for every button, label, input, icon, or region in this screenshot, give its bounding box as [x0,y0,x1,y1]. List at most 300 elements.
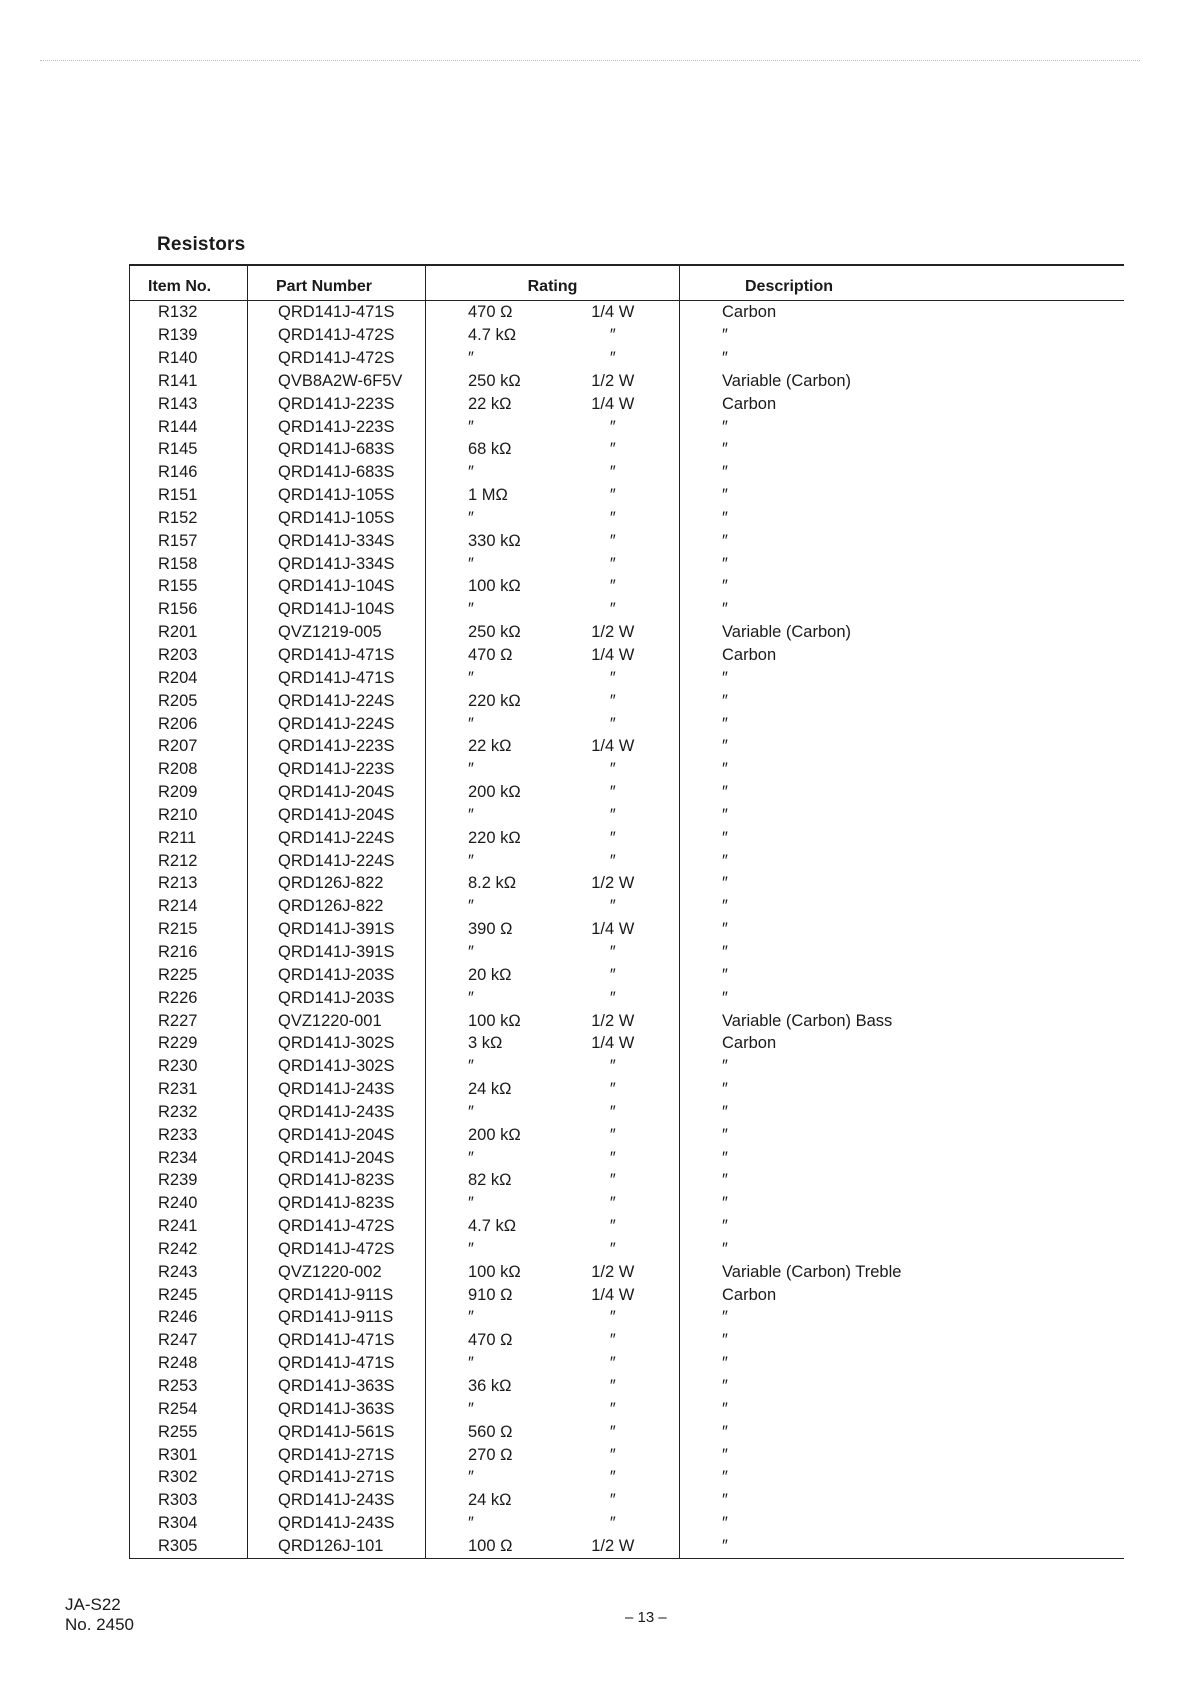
table-row [130,1329,1124,1352]
rating-value-cell: ″ [426,1238,559,1261]
rating-watt-cell: 1/4 W [591,920,635,939]
description-cell: ″ [680,964,1124,987]
rating-watt-cell: ″ [609,1308,616,1327]
part-number-cell: QRD141J-363S [248,1398,426,1421]
rating-value-cell: 100 kΩ [426,1261,559,1284]
description-cell: ″ [680,484,1124,507]
table-row [130,598,1124,621]
table-row [130,667,1124,690]
part-number-cell: QRD141J-472S [248,324,426,347]
rating-watt-cell: ″ [609,600,616,619]
item-no-cell: R233 [130,1124,248,1147]
rating-watt-cell: ″ [609,440,616,459]
part-number-cell: QRD141J-471S [248,1329,426,1352]
part-number-cell: QRD141J-204S [248,1124,426,1147]
item-no-cell: R230 [130,1055,248,1078]
table-row [130,1169,1124,1192]
rating-watt-cell: ″ [609,965,616,984]
rating-value-cell: 24 kΩ [426,1078,559,1101]
rating-watt-cell: ″ [609,1331,616,1350]
item-no-cell: R146 [130,461,248,484]
table-row [130,827,1124,850]
rating-watt-cell: ″ [609,577,616,596]
rating-value-cell: 22 kΩ [426,393,559,416]
item-no-cell: R206 [130,712,248,735]
item-no-cell: R209 [130,781,248,804]
part-number-cell: QRD141J-224S [248,827,426,850]
description-cell: ″ [680,1352,1124,1375]
rating-value-cell: ″ [426,1192,559,1215]
description-cell: ″ [680,1192,1124,1215]
rating-value-cell: ″ [426,941,559,964]
table-row [130,347,1124,370]
table-row [130,1375,1124,1398]
header-item-no: Item No. [130,265,248,301]
table-row [130,1124,1124,1147]
part-number-cell: QRD141J-224S [248,712,426,735]
item-no-cell: R203 [130,644,248,667]
rating-watt-cell: ″ [609,1057,616,1076]
rating-watt-cell: ″ [609,942,616,961]
rating-watt-cell: ″ [609,828,616,847]
rating-value-cell: ″ [426,804,559,827]
rating-watt-cell: ″ [609,463,616,482]
table-row [130,1055,1124,1078]
part-number-cell: QRD141J-104S [248,575,426,598]
part-number-cell: QRD141J-683S [248,461,426,484]
item-no-cell: R158 [130,552,248,575]
item-no-cell: R145 [130,438,248,461]
item-no-cell: R144 [130,415,248,438]
description-cell: ″ [680,1535,1124,1559]
table-row [130,918,1124,941]
rating-value-cell: 24 kΩ [426,1489,559,1512]
part-number-cell: QRD141J-104S [248,598,426,621]
table-row [130,461,1124,484]
description-cell: ″ [680,1398,1124,1421]
table-row [130,644,1124,667]
part-number-cell: QRD141J-302S [248,1055,426,1078]
description-cell: ″ [680,918,1124,941]
table-row [130,1009,1124,1032]
part-number-cell: QVZ1220-002 [248,1261,426,1284]
item-no-cell: R242 [130,1238,248,1261]
part-number-cell: QRD141J-203S [248,964,426,987]
item-no-cell: R303 [130,1489,248,1512]
description-cell: ″ [680,667,1124,690]
rating-value-cell: ″ [426,598,559,621]
rating-value-cell: ″ [426,1398,559,1421]
item-no-cell: R229 [130,1032,248,1055]
item-no-cell: R248 [130,1352,248,1375]
item-no-cell: R210 [130,804,248,827]
rating-value-cell: 470 Ω [426,644,559,667]
part-number-cell: QRD141J-471S [248,301,426,325]
description-cell: ″ [680,1375,1124,1398]
rating-watt-cell: 1/2 W [591,874,635,893]
part-number-cell: QRD141J-911S [248,1306,426,1329]
rating-watt-cell: ″ [609,1422,616,1441]
item-no-cell: R207 [130,735,248,758]
rating-watt-cell: 1/4 W [591,394,635,413]
rating-value-cell: ″ [426,712,559,735]
part-number-cell: QRD141J-204S [248,804,426,827]
description-cell: ″ [680,941,1124,964]
table-row [130,324,1124,347]
item-no-cell: R214 [130,895,248,918]
table-row [130,507,1124,530]
description-cell: ″ [680,1512,1124,1535]
description-cell: ″ [680,827,1124,850]
part-number-cell: QRD141J-302S [248,1032,426,1055]
part-number-cell: QRD141J-271S [248,1466,426,1489]
table-row [130,1352,1124,1375]
part-number-cell: QVB8A2W-6F5V [248,370,426,393]
rating-watt-cell: ″ [609,1125,616,1144]
part-number-cell: QRD141J-224S [248,849,426,872]
rating-value-cell: 200 kΩ [426,781,559,804]
rating-watt-cell: ″ [609,897,616,916]
description-cell: ″ [680,735,1124,758]
scan-artifact-dots [40,60,1140,63]
item-no-cell: R208 [130,758,248,781]
description-cell: Carbon [680,1283,1124,1306]
description-cell: ″ [680,1124,1124,1147]
item-no-cell: R157 [130,530,248,553]
description-cell: ″ [680,347,1124,370]
rating-value-cell: 22 kΩ [426,735,559,758]
description-cell: ″ [680,461,1124,484]
table-row [130,1512,1124,1535]
part-number-cell: QRD141J-823S [248,1169,426,1192]
part-number-cell: QRD141J-105S [248,484,426,507]
rating-value-cell: 390 Ω [426,918,559,941]
table-row [130,1535,1124,1559]
description-cell: ″ [680,324,1124,347]
table-row [130,1306,1124,1329]
part-number-cell: QRD141J-271S [248,1443,426,1466]
rating-watt-cell: ″ [609,1354,616,1373]
rating-watt-cell: 1/4 W [591,303,635,322]
rating-value-cell: ″ [426,347,559,370]
table-row [130,370,1124,393]
item-no-cell: R234 [130,1146,248,1169]
part-number-cell: QVZ1220-001 [248,1009,426,1032]
item-no-cell: R140 [130,347,248,370]
table-row [130,1032,1124,1055]
rating-watt-cell: ″ [609,554,616,573]
item-no-cell: R304 [130,1512,248,1535]
description-cell: ″ [680,1146,1124,1169]
item-no-cell: R152 [130,507,248,530]
rating-watt-cell: ″ [609,1217,616,1236]
rating-watt-cell: ″ [609,1377,616,1396]
rating-watt-cell: ″ [609,805,616,824]
rating-watt-cell: ″ [609,531,616,550]
part-number-cell: QRD141J-561S [248,1421,426,1444]
item-no-cell: R301 [130,1443,248,1466]
rating-watt-cell: ″ [609,851,616,870]
rating-value-cell: ″ [426,1512,559,1535]
part-number-cell: QRD141J-243S [248,1489,426,1512]
rating-value-cell: 100 kΩ [426,575,559,598]
item-no-cell: R156 [130,598,248,621]
table-row [130,1466,1124,1489]
rating-watt-cell: ″ [609,1468,616,1487]
description-cell: ″ [680,1055,1124,1078]
description-cell: ″ [680,1421,1124,1444]
part-number-cell: QRD141J-334S [248,552,426,575]
rating-watt-cell: ″ [609,783,616,802]
rating-value-cell: ″ [426,552,559,575]
table-row [130,1421,1124,1444]
description-cell: ″ [680,781,1124,804]
item-no-cell: R239 [130,1169,248,1192]
table-row [130,438,1124,461]
model-code: JA-S22 [65,1595,121,1614]
rating-watt-cell: 1/2 W [591,1262,635,1281]
rating-value-cell: ″ [426,1352,559,1375]
part-number-cell: QRD141J-472S [248,347,426,370]
rating-watt-cell: 1/2 W [591,371,635,390]
item-no-cell: R255 [130,1421,248,1444]
table-row [130,1489,1124,1512]
rating-value-cell: 36 kΩ [426,1375,559,1398]
table-row [130,964,1124,987]
rating-watt-cell: ″ [609,714,616,733]
description-cell: ″ [680,1329,1124,1352]
footer-model [65,1595,134,1635]
description-cell: ″ [680,804,1124,827]
part-number-cell: QRD141J-203S [248,987,426,1010]
description-cell: ″ [680,1101,1124,1124]
table-row [130,393,1124,416]
table-body [130,301,1124,1559]
part-number-cell: QRD141J-471S [248,1352,426,1375]
description-cell: ″ [680,849,1124,872]
rating-watt-cell: ″ [609,1399,616,1418]
table-header-row [130,265,1124,301]
rating-value-cell: 20 kΩ [426,964,559,987]
item-no-cell: R151 [130,484,248,507]
rating-watt-cell: ″ [609,1491,616,1510]
rating-value-cell: 82 kΩ [426,1169,559,1192]
rating-watt-cell: ″ [609,1102,616,1121]
description-cell: ″ [680,1169,1124,1192]
part-number-cell: QRD141J-472S [248,1238,426,1261]
item-no-cell: R241 [130,1215,248,1238]
part-number-cell: QRD141J-471S [248,667,426,690]
rating-watt-cell: ″ [609,1080,616,1099]
table-row [130,1215,1124,1238]
description-cell: ″ [680,712,1124,735]
description-cell: Carbon [680,301,1124,325]
item-no-cell: R232 [130,1101,248,1124]
rating-watt-cell: ″ [609,988,616,1007]
table-row [130,552,1124,575]
rating-value-cell: ″ [426,461,559,484]
table-row [130,1443,1124,1466]
description-cell: ″ [680,530,1124,553]
table-row [130,872,1124,895]
part-number-cell: QVZ1219-005 [248,621,426,644]
description-cell: ″ [680,1489,1124,1512]
item-no-cell: R143 [130,393,248,416]
rating-value-cell: 4.7 kΩ [426,1215,559,1238]
item-no-cell: R205 [130,690,248,713]
table-row [130,1283,1124,1306]
rating-value-cell: 8.2 kΩ [426,872,559,895]
description-cell: ″ [680,598,1124,621]
description-cell: ″ [680,987,1124,1010]
description-cell: ″ [680,1078,1124,1101]
table-row [130,712,1124,735]
rating-watt-cell: 1/4 W [591,737,635,756]
rating-watt-cell: ″ [609,326,616,345]
part-number-cell: QRD141J-204S [248,781,426,804]
item-no-cell: R141 [130,370,248,393]
rating-watt-cell: ″ [609,1514,616,1533]
item-no-cell: R211 [130,827,248,850]
rating-value-cell: 270 Ω [426,1443,559,1466]
part-number-cell: QRD141J-105S [248,507,426,530]
table-row [130,415,1124,438]
rating-value-cell: ″ [426,849,559,872]
page-number: – 13 – [625,1609,667,1626]
item-no-cell: R246 [130,1306,248,1329]
description-cell: ″ [680,575,1124,598]
rating-watt-cell: 1/4 W [591,1034,635,1053]
part-number-cell: QRD126J-822 [248,872,426,895]
rating-value-cell: 68 kΩ [426,438,559,461]
description-cell: ″ [680,1215,1124,1238]
part-number-cell: QRD141J-223S [248,758,426,781]
rating-watt-cell: ″ [609,349,616,368]
part-number-cell: QRD141J-243S [248,1078,426,1101]
item-no-cell: R132 [130,301,248,325]
table-row [130,758,1124,781]
rating-watt-cell: ″ [609,1445,616,1464]
part-number-cell: QRD126J-101 [248,1535,426,1559]
item-no-cell: R216 [130,941,248,964]
rating-watt-cell: 1/2 W [559,1535,680,1559]
description-cell: ″ [680,690,1124,713]
description-cell: ″ [680,895,1124,918]
item-no-cell: R215 [130,918,248,941]
rating-value-cell: ″ [426,987,559,1010]
table-row [130,804,1124,827]
item-no-cell: R254 [130,1398,248,1421]
rating-watt-cell: ″ [609,1239,616,1258]
description-cell: ″ [680,552,1124,575]
item-no-cell: R247 [130,1329,248,1352]
rating-value-cell: ″ [426,1466,559,1489]
rating-watt-cell: ″ [609,1171,616,1190]
table-row [130,575,1124,598]
table-row [130,1146,1124,1169]
item-no-cell: R305 [130,1535,248,1559]
section-title: Resistors [157,234,246,255]
rating-value-cell: ″ [426,667,559,690]
description-cell: ″ [680,1466,1124,1489]
rating-value-cell: 470 Ω [426,301,559,325]
header-rating: Rating [426,265,680,301]
rating-value-cell: 220 kΩ [426,827,559,850]
item-no-cell: R243 [130,1261,248,1284]
table-row [130,484,1124,507]
table-row [130,849,1124,872]
part-number-cell: QRD141J-224S [248,690,426,713]
item-no-cell: R201 [130,621,248,644]
rating-value-cell: ″ [426,415,559,438]
rating-value-cell: 220 kΩ [426,690,559,713]
description-cell: ″ [680,415,1124,438]
header-part-number: Part Number [248,265,426,301]
rating-watt-cell: 1/4 W [591,1285,635,1304]
part-number-cell: QRD141J-223S [248,415,426,438]
description-cell: Carbon [680,393,1124,416]
part-number-cell: QRD141J-223S [248,735,426,758]
rating-watt-cell: ″ [609,486,616,505]
part-number-cell: QRD141J-204S [248,1146,426,1169]
rating-watt-cell: 1/4 W [591,646,635,665]
part-number-cell: QRD141J-391S [248,941,426,964]
rating-watt-cell: ″ [609,417,616,436]
table-row [130,1398,1124,1421]
part-number-cell: QRD126J-822 [248,895,426,918]
part-number-cell: QRD141J-472S [248,1215,426,1238]
item-no-cell: R155 [130,575,248,598]
part-number-cell: QRD141J-243S [248,1101,426,1124]
part-number-cell: QRD141J-471S [248,644,426,667]
table-row [130,1192,1124,1215]
rating-value-cell: ″ [426,1306,559,1329]
rating-value-cell: ″ [426,1055,559,1078]
table-row [130,690,1124,713]
rating-value-cell: 3 kΩ [426,1032,559,1055]
description-cell: ″ [680,1238,1124,1261]
rating-value-cell: ″ [426,758,559,781]
part-number-cell: QRD141J-223S [248,393,426,416]
rating-value-cell: 1 MΩ [426,484,559,507]
rating-value-cell: ″ [426,1101,559,1124]
rating-value-cell: 250 kΩ [426,621,559,644]
rating-value-cell: 100 Ω [426,1535,559,1559]
description-cell: ″ [680,758,1124,781]
table-row [130,895,1124,918]
table-row [130,941,1124,964]
description-cell: ″ [680,872,1124,895]
rating-value-cell: ″ [426,507,559,530]
item-no-cell: R213 [130,872,248,895]
rating-watt-cell: ″ [609,508,616,527]
table-row [130,1078,1124,1101]
description-cell: Variable (Carbon) Treble [680,1261,1124,1284]
part-number-cell: QRD141J-391S [248,918,426,941]
part-number-cell: QRD141J-363S [248,1375,426,1398]
table-row [130,1101,1124,1124]
table-row [130,781,1124,804]
resistor-parts-table [129,264,1124,1559]
rating-value-cell: 250 kΩ [426,370,559,393]
rating-watt-cell: ″ [609,691,616,710]
item-no-cell: R226 [130,987,248,1010]
description-cell: ″ [680,1443,1124,1466]
description-cell: Variable (Carbon) [680,370,1124,393]
rating-watt-cell: ″ [609,760,616,779]
item-no-cell: R302 [130,1466,248,1489]
rating-value-cell: 100 kΩ [426,1009,559,1032]
